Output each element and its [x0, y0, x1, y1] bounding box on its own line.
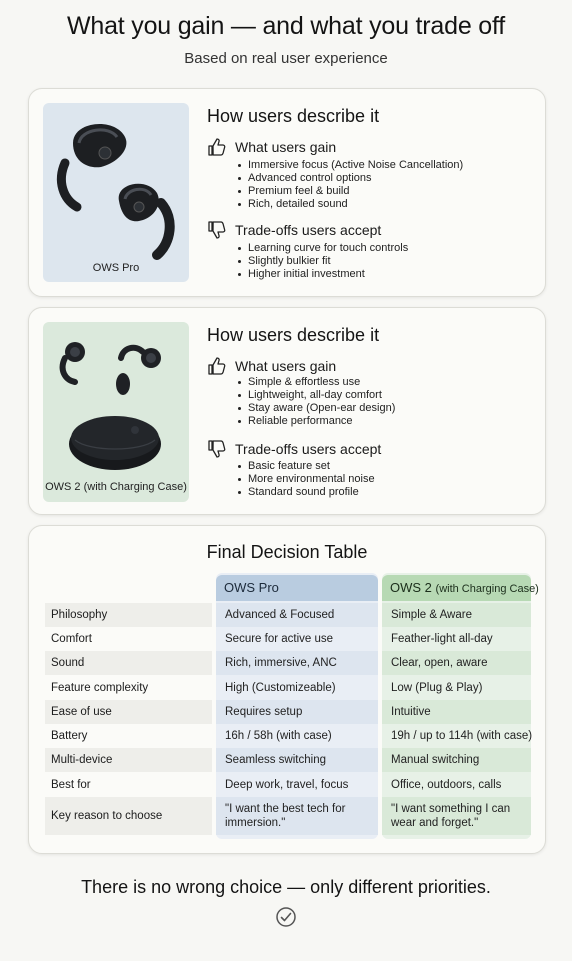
table-row: Best for Deep work, travel, focus Office, outdoors, calls [51, 778, 502, 791]
ows-2-caption: OWS 2 (with Charging Case) [45, 481, 187, 493]
ows-pro-column-header: OWS Pro [216, 575, 378, 601]
list-item: Advanced control options [237, 172, 463, 185]
page-subtitle: Based on real user experience [184, 50, 388, 67]
list-item: Reliable performance [237, 415, 395, 428]
table-row: Key reason to choose "I want the best tech for immersion." "I want something I can wear and forget." [45, 797, 531, 835]
thumbs-up-icon [207, 137, 227, 157]
list-item: More environmental noise [237, 473, 375, 486]
list-item: Slightly bulkier fit [237, 255, 408, 268]
ows-pro-earbuds-illustration [43, 103, 189, 282]
list-item: Rich, detailed sound [237, 198, 463, 211]
list-item: Stay aware (Open-ear design) [237, 402, 395, 415]
thumbs-up-icon [207, 356, 227, 376]
ows-pro-trade-heading: Trade-offs users accept [207, 220, 381, 240]
ows-pro-gain-heading: What users gain [207, 137, 336, 157]
ows-2-card [28, 307, 546, 515]
list-item: Immersive focus (Active Noise Cancellation) [237, 159, 463, 172]
table-row: Battery 16h / 58h (with case) 19h / up to 114h (with case) [51, 730, 533, 742]
table-row: Sound Rich, immersive, ANC Clear, open, aware [45, 651, 531, 675]
ows-pro-card [28, 88, 546, 297]
list-item: Premium feel & build [237, 185, 463, 198]
ows-2-image [43, 322, 189, 502]
ows-2-earbuds-illustration [43, 322, 189, 502]
list-item: Learning curve for touch controls [237, 242, 408, 255]
decision-table-title: Final Decision Table [206, 542, 368, 562]
table-row: Ease of use Requires setup Intuitive [45, 700, 531, 724]
ows-pro-gains-list [237, 159, 463, 211]
thumbs-down-icon [207, 220, 227, 240]
ows-2-column-header: OWS 2 (with Charging Case) [382, 575, 531, 601]
table-row: Feature complexity High (Customizeable) Low (Plug & Play) [51, 681, 483, 694]
ows-2-desc-title: How users describe it [207, 325, 380, 345]
ows-2-trades-list [237, 460, 375, 499]
list-item: Simple & effortless use [237, 376, 395, 389]
ows-pro-desc-title: How users describe it [207, 106, 380, 126]
decision-table [45, 573, 539, 839]
ows-2-gains-list [237, 376, 395, 428]
ows-pro-trades-list [237, 242, 408, 281]
decision-table-card [28, 525, 546, 854]
list-item: Higher initial investment [237, 268, 408, 281]
ows-pro-image [43, 103, 189, 282]
thumbs-down-icon [207, 439, 227, 459]
list-item: Lightweight, all-day comfort [237, 389, 395, 402]
ows-pro-caption: OWS Pro [92, 262, 140, 274]
check-circle-icon [275, 906, 297, 928]
ows-2-trade-heading: Trade-offs users accept [207, 439, 381, 459]
footer-message: There is no wrong choice — only different priorities. [81, 877, 491, 897]
table-row: Philosophy Advanced & Focused Simple & Aware [45, 603, 531, 627]
page-title: What you gain — and what you trade off [66, 12, 506, 40]
table-row: Comfort Secure for active use Feather-light all-day [51, 633, 493, 645]
table-row: Multi-device Seamless switching Manual switching [45, 748, 531, 772]
ows-2-gain-heading: What users gain [207, 356, 336, 376]
list-item: Standard sound profile [237, 486, 375, 499]
list-item: Basic feature set [237, 460, 375, 473]
